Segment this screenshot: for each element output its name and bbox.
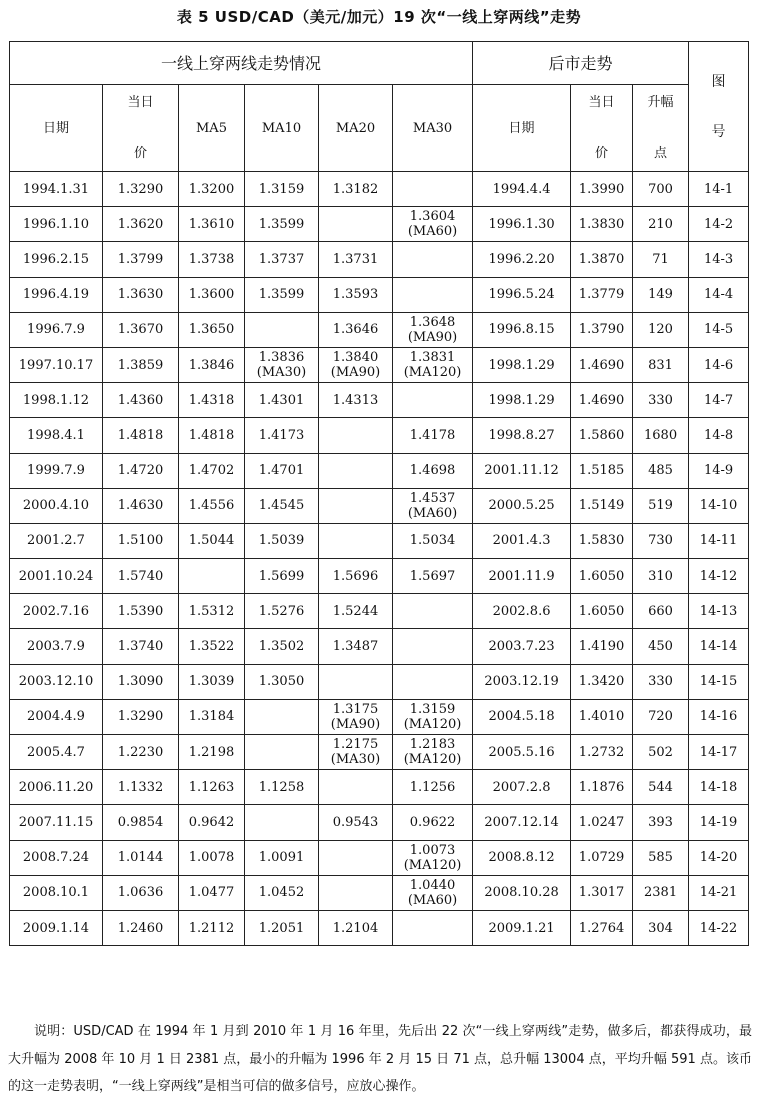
cell-ma20: 1.3646	[319, 312, 393, 347]
cell-figure-no: 14-9	[689, 453, 749, 488]
cell-after-date: 1998.1.29	[473, 383, 571, 418]
table-row	[10, 383, 749, 418]
cell-after-date: 2003.12.19	[473, 664, 571, 699]
cell-close: 1.2230	[103, 735, 179, 770]
header-date: 日期	[10, 85, 103, 172]
cell-figure-no: 14-20	[689, 840, 749, 875]
cell-ma10: 1.3836 (MA30)	[245, 347, 319, 382]
cell-ma30	[393, 242, 473, 277]
header-close	[103, 85, 179, 172]
cell-rise-points: 485	[633, 453, 689, 488]
cell-figure-no: 14-12	[689, 559, 749, 594]
cell-ma10: 1.5276	[245, 594, 319, 629]
cell-ma30: 1.0073 (MA120)	[393, 840, 473, 875]
table-row	[10, 277, 749, 312]
cell-date: 1998.4.1	[10, 418, 103, 453]
cell-figure-no: 14-7	[689, 383, 749, 418]
cell-date: 2008.7.24	[10, 840, 103, 875]
cell-date: 2007.11.15	[10, 805, 103, 840]
cell-after-date: 2007.12.14	[473, 805, 571, 840]
cell-ma30: 1.3831 (MA120)	[393, 347, 473, 382]
cell-ma5: 1.3039	[179, 664, 245, 699]
cell-date: 1996.2.15	[10, 242, 103, 277]
cell-ma20: 1.3175 (MA90)	[319, 699, 393, 734]
cell-ma30	[393, 629, 473, 664]
cell-after-date: 2004.5.18	[473, 699, 571, 734]
cell-close: 1.3290	[103, 699, 179, 734]
group-header-signal: 一线上穿两线走势情况	[10, 42, 473, 85]
table-row	[10, 629, 749, 664]
cell-ma20	[319, 453, 393, 488]
cell-ma5: 1.3846	[179, 347, 245, 382]
cell-date: 2003.7.9	[10, 629, 103, 664]
cell-ma30: 1.3159 (MA120)	[393, 699, 473, 734]
cell-after-close: 1.5860	[571, 418, 633, 453]
header-after-close-line1: 当日	[588, 95, 615, 110]
cell-date: 2004.4.9	[10, 699, 103, 734]
table-row	[10, 840, 749, 875]
header-after-close-line2: 价	[595, 146, 609, 161]
cell-rise-points: 519	[633, 488, 689, 523]
table-row	[10, 664, 749, 699]
cell-ma30: 0.9622	[393, 805, 473, 840]
cell-date: 1994.1.31	[10, 172, 103, 207]
cell-rise-points: 393	[633, 805, 689, 840]
cell-figure-no: 14-2	[689, 207, 749, 242]
cell-rise-points: 2381	[633, 875, 689, 910]
header-rise-line1: 升幅	[647, 95, 674, 110]
cell-rise-points: 71	[633, 242, 689, 277]
table-row	[10, 805, 749, 840]
cell-ma10: 1.5699	[245, 559, 319, 594]
cell-date: 2001.2.7	[10, 523, 103, 558]
cell-after-date: 2001.4.3	[473, 523, 571, 558]
cell-ma20: 1.3731	[319, 242, 393, 277]
table-row	[10, 242, 749, 277]
cell-close: 1.3670	[103, 312, 179, 347]
cell-date: 2001.10.24	[10, 559, 103, 594]
header-figure-no-line2: 号	[711, 123, 726, 140]
cell-figure-no: 14-6	[689, 347, 749, 382]
cell-figure-no: 14-14	[689, 629, 749, 664]
cell-after-date: 2007.2.8	[473, 770, 571, 805]
table-row	[10, 875, 749, 910]
cell-ma10: 1.0091	[245, 840, 319, 875]
cell-ma30	[393, 594, 473, 629]
cell-after-close: 1.1876	[571, 770, 633, 805]
cell-close: 1.5740	[103, 559, 179, 594]
cell-ma10: 1.3050	[245, 664, 319, 699]
cell-ma5: 1.4702	[179, 453, 245, 488]
cell-ma30: 1.0440 (MA60)	[393, 875, 473, 910]
header-after-close	[571, 85, 633, 172]
cell-after-date: 2008.8.12	[473, 840, 571, 875]
header-figure-no-line1: 图	[711, 73, 726, 90]
cell-date: 1997.10.17	[10, 347, 103, 382]
cell-rise-points: 585	[633, 840, 689, 875]
table-body	[10, 172, 749, 946]
cell-ma30: 1.1256	[393, 770, 473, 805]
cell-figure-no: 14-5	[689, 312, 749, 347]
header-rise-points	[633, 85, 689, 172]
cell-close: 1.5390	[103, 594, 179, 629]
cell-rise-points: 660	[633, 594, 689, 629]
cell-after-date: 1994.4.4	[473, 172, 571, 207]
cell-ma10: 1.3159	[245, 172, 319, 207]
cell-after-close: 1.3790	[571, 312, 633, 347]
cell-ma30: 1.4178	[393, 418, 473, 453]
cell-after-close: 1.4010	[571, 699, 633, 734]
cell-figure-no: 14-11	[689, 523, 749, 558]
table-row	[10, 347, 749, 382]
header-ma20: MA20	[319, 85, 393, 172]
cell-rise-points: 210	[633, 207, 689, 242]
cell-after-close: 1.4690	[571, 383, 633, 418]
cell-rise-points: 120	[633, 312, 689, 347]
cell-close: 1.0636	[103, 875, 179, 910]
cell-ma20	[319, 418, 393, 453]
cell-ma10	[245, 735, 319, 770]
cell-ma10: 1.0452	[245, 875, 319, 910]
table-row	[10, 770, 749, 805]
cell-ma5: 1.3738	[179, 242, 245, 277]
cell-after-close: 1.3870	[571, 242, 633, 277]
cell-date: 2000.4.10	[10, 488, 103, 523]
cell-after-close: 1.3990	[571, 172, 633, 207]
cell-ma20: 1.3593	[319, 277, 393, 312]
cell-ma5: 1.5312	[179, 594, 245, 629]
cell-ma20: 1.3840 (MA90)	[319, 347, 393, 382]
cell-ma5: 0.9642	[179, 805, 245, 840]
cell-after-date: 1998.1.29	[473, 347, 571, 382]
cell-ma10: 1.1258	[245, 770, 319, 805]
cell-close: 1.3859	[103, 347, 179, 382]
table-row	[10, 910, 749, 945]
cell-close: 1.4630	[103, 488, 179, 523]
header-ma5: MA5	[179, 85, 245, 172]
table-row	[10, 418, 749, 453]
cell-ma30: 1.4698	[393, 453, 473, 488]
cell-ma20: 0.9543	[319, 805, 393, 840]
cell-rise-points: 730	[633, 523, 689, 558]
cell-ma20	[319, 488, 393, 523]
cell-rise-points: 502	[633, 735, 689, 770]
table-row	[10, 453, 749, 488]
cell-rise-points: 149	[633, 277, 689, 312]
cell-close: 1.4818	[103, 418, 179, 453]
cell-close: 1.1332	[103, 770, 179, 805]
cell-figure-no: 14-15	[689, 664, 749, 699]
cell-after-date: 2002.8.6	[473, 594, 571, 629]
cell-ma10: 1.3737	[245, 242, 319, 277]
cell-ma20: 1.5696	[319, 559, 393, 594]
cell-close: 1.5100	[103, 523, 179, 558]
cell-close: 1.3740	[103, 629, 179, 664]
cell-close: 1.3290	[103, 172, 179, 207]
cell-after-close: 1.3017	[571, 875, 633, 910]
cell-after-date: 2009.1.21	[473, 910, 571, 945]
cell-ma10	[245, 805, 319, 840]
cell-ma20: 1.2175 (MA30)	[319, 735, 393, 770]
table-row	[10, 735, 749, 770]
cell-after-close: 1.6050	[571, 594, 633, 629]
cell-ma5: 1.3200	[179, 172, 245, 207]
group-header-after: 后市走势	[473, 42, 689, 85]
cell-close: 1.3620	[103, 207, 179, 242]
cell-close: 1.3090	[103, 664, 179, 699]
header-close-line2: 价	[133, 146, 147, 161]
cell-after-close: 1.0247	[571, 805, 633, 840]
header-after-date: 日期	[473, 85, 571, 172]
cell-rise-points: 700	[633, 172, 689, 207]
table-row	[10, 172, 749, 207]
cell-ma5: 1.1263	[179, 770, 245, 805]
cell-date: 1996.4.19	[10, 277, 103, 312]
cell-rise-points: 304	[633, 910, 689, 945]
cell-ma30: 1.4537 (MA60)	[393, 488, 473, 523]
cell-after-date: 2008.10.28	[473, 875, 571, 910]
cell-close: 1.2460	[103, 910, 179, 945]
cell-after-date: 1998.8.27	[473, 418, 571, 453]
cell-date: 2003.12.10	[10, 664, 103, 699]
cell-after-close: 1.0729	[571, 840, 633, 875]
cell-ma5: 1.3650	[179, 312, 245, 347]
cell-after-close: 1.3779	[571, 277, 633, 312]
cell-figure-no: 14-8	[689, 418, 749, 453]
header-figure-no	[689, 42, 749, 172]
cell-close: 1.0144	[103, 840, 179, 875]
cell-figure-no: 14-13	[689, 594, 749, 629]
cell-date: 1999.7.9	[10, 453, 103, 488]
cell-after-close: 1.5830	[571, 523, 633, 558]
cell-ma10: 1.2051	[245, 910, 319, 945]
cell-ma5: 1.2112	[179, 910, 245, 945]
cell-date: 2002.7.16	[10, 594, 103, 629]
cell-ma20: 1.3487	[319, 629, 393, 664]
cell-ma5: 1.0477	[179, 875, 245, 910]
cell-close: 0.9854	[103, 805, 179, 840]
cell-after-date: 1996.2.20	[473, 242, 571, 277]
cell-figure-no: 14-10	[689, 488, 749, 523]
header-close-line1: 当日	[127, 95, 154, 110]
header-ma10: MA10	[245, 85, 319, 172]
cell-ma30	[393, 910, 473, 945]
cell-ma5: 1.3610	[179, 207, 245, 242]
cell-ma30	[393, 383, 473, 418]
cell-ma30	[393, 277, 473, 312]
note-paragraph: 说明：USD/CAD 在 1994 年 1 月到 2010 年 1 月 16 年里，先后出 22 次“一线上穿两线”走势，做多后，都获得成功，最大升幅为 2008 年 10 月 1 日 2381 点，最小的升幅为 1996 年 2 月 15 日 71 点，总升幅 13004 点，平均升幅 591 点。该币的这一走势表明，“一线上穿两线”是相当可信的做多信号，应放心操作。	[8, 1024, 752, 1094]
cell-ma5: 1.3184	[179, 699, 245, 734]
cell-ma10: 1.3599	[245, 207, 319, 242]
cell-ma30: 1.3604 (MA60)	[393, 207, 473, 242]
table-row	[10, 559, 749, 594]
cell-ma10: 1.3599	[245, 277, 319, 312]
cell-ma10: 1.5039	[245, 523, 319, 558]
cell-after-close: 1.3830	[571, 207, 633, 242]
header-ma30: MA30	[393, 85, 473, 172]
cell-ma20	[319, 664, 393, 699]
cell-date: 2006.11.20	[10, 770, 103, 805]
cell-figure-no: 14-1	[689, 172, 749, 207]
cell-rise-points: 330	[633, 664, 689, 699]
cell-after-close: 1.4690	[571, 347, 633, 382]
cell-close: 1.4360	[103, 383, 179, 418]
cell-ma10: 1.3502	[245, 629, 319, 664]
cell-ma5: 1.5044	[179, 523, 245, 558]
cell-after-close: 1.3420	[571, 664, 633, 699]
table-row	[10, 699, 749, 734]
cell-date: 1996.7.9	[10, 312, 103, 347]
cell-ma5: 1.4556	[179, 488, 245, 523]
cell-after-date: 2005.5.16	[473, 735, 571, 770]
cell-date: 2005.4.7	[10, 735, 103, 770]
cell-ma5	[179, 559, 245, 594]
cell-close: 1.3799	[103, 242, 179, 277]
cell-ma10	[245, 699, 319, 734]
cell-figure-no: 14-21	[689, 875, 749, 910]
cell-ma30	[393, 172, 473, 207]
cell-ma30: 1.5034	[393, 523, 473, 558]
table-title: 表 5 USD/CAD（美元/加元）19 次“一线上穿两线”走势	[176, 8, 582, 26]
cell-ma5: 1.2198	[179, 735, 245, 770]
cell-ma20: 1.2104	[319, 910, 393, 945]
cell-ma20	[319, 770, 393, 805]
cell-after-close: 1.5149	[571, 488, 633, 523]
cell-figure-no: 14-19	[689, 805, 749, 840]
cell-ma20: 1.3182	[319, 172, 393, 207]
cell-after-date: 2001.11.9	[473, 559, 571, 594]
cell-rise-points: 1680	[633, 418, 689, 453]
cell-after-date: 2001.11.12	[473, 453, 571, 488]
cell-after-date: 2003.7.23	[473, 629, 571, 664]
cell-ma30	[393, 664, 473, 699]
cell-close: 1.3630	[103, 277, 179, 312]
cell-date: 1996.1.10	[10, 207, 103, 242]
cell-ma10	[245, 312, 319, 347]
cell-ma30: 1.5697	[393, 559, 473, 594]
cell-after-close: 1.4190	[571, 629, 633, 664]
cell-after-close: 1.6050	[571, 559, 633, 594]
cell-rise-points: 310	[633, 559, 689, 594]
cell-ma10: 1.4545	[245, 488, 319, 523]
cell-figure-no: 14-17	[689, 735, 749, 770]
cell-ma30: 1.3648 (MA90)	[393, 312, 473, 347]
cell-close: 1.4720	[103, 453, 179, 488]
cell-figure-no: 14-22	[689, 910, 749, 945]
cell-date: 2008.10.1	[10, 875, 103, 910]
cell-figure-no: 14-16	[689, 699, 749, 734]
table-row	[10, 488, 749, 523]
cell-rise-points: 831	[633, 347, 689, 382]
data-table	[9, 41, 749, 946]
cell-ma20: 1.5244	[319, 594, 393, 629]
cell-ma10: 1.4701	[245, 453, 319, 488]
table-row	[10, 523, 749, 558]
table-row	[10, 207, 749, 242]
cell-after-close: 1.2764	[571, 910, 633, 945]
cell-after-date: 1996.5.24	[473, 277, 571, 312]
cell-ma10: 1.4173	[245, 418, 319, 453]
cell-ma10: 1.4301	[245, 383, 319, 418]
cell-figure-no: 14-18	[689, 770, 749, 805]
cell-rise-points: 450	[633, 629, 689, 664]
cell-figure-no: 14-3	[689, 242, 749, 277]
cell-ma5: 1.0078	[179, 840, 245, 875]
cell-ma20	[319, 875, 393, 910]
cell-ma20	[319, 840, 393, 875]
cell-after-close: 1.2732	[571, 735, 633, 770]
table-row	[10, 594, 749, 629]
cell-figure-no: 14-4	[689, 277, 749, 312]
cell-after-date: 1996.8.15	[473, 312, 571, 347]
cell-date: 2009.1.14	[10, 910, 103, 945]
cell-ma20: 1.4313	[319, 383, 393, 418]
cell-ma20	[319, 207, 393, 242]
cell-ma5: 1.3522	[179, 629, 245, 664]
cell-ma5: 1.4318	[179, 383, 245, 418]
cell-rise-points: 544	[633, 770, 689, 805]
cell-rise-points: 720	[633, 699, 689, 734]
cell-after-date: 1996.1.30	[473, 207, 571, 242]
cell-after-date: 2000.5.25	[473, 488, 571, 523]
cell-rise-points: 330	[633, 383, 689, 418]
cell-after-close: 1.5185	[571, 453, 633, 488]
cell-ma5: 1.4818	[179, 418, 245, 453]
cell-ma30: 1.2183 (MA120)	[393, 735, 473, 770]
cell-ma5: 1.3600	[179, 277, 245, 312]
cell-date: 1998.1.12	[10, 383, 103, 418]
table-row	[10, 312, 749, 347]
header-rise-line2: 点	[654, 146, 668, 161]
cell-ma20	[319, 523, 393, 558]
